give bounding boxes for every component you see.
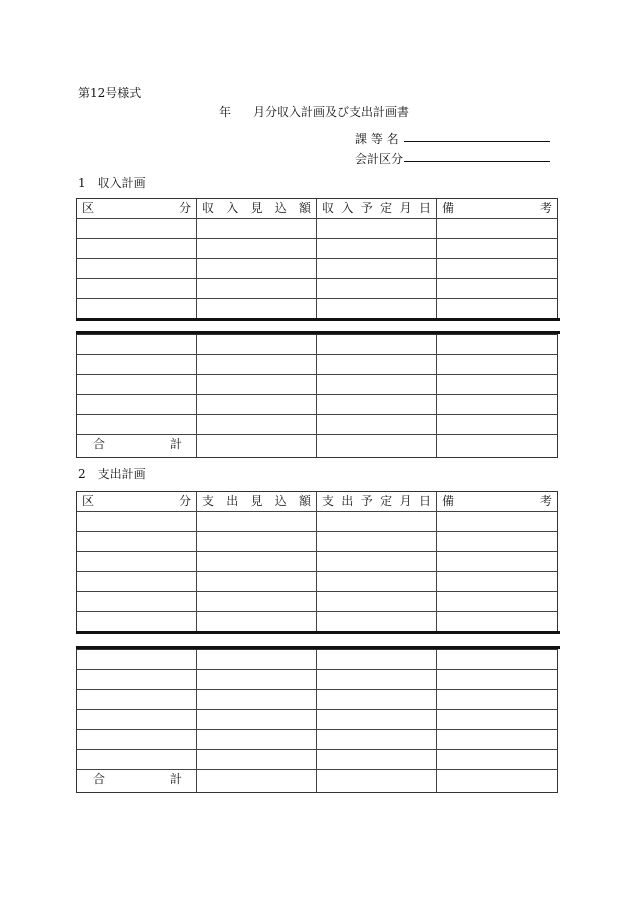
accounting-input-line[interactable]	[404, 161, 550, 162]
table-row	[77, 690, 557, 710]
title-text: 月分収入計画及び支出計画書	[253, 105, 410, 119]
expense-table-upper	[76, 491, 558, 633]
document-title	[219, 105, 409, 119]
form-number: 第12号様式	[78, 86, 142, 100]
table-row	[77, 670, 557, 690]
table-row	[77, 592, 557, 612]
department-field	[355, 128, 405, 144]
table-row	[77, 572, 557, 592]
accounting-label: 会計区分	[355, 152, 404, 166]
table-row	[77, 259, 557, 279]
income-section-title: 1 収入計画	[78, 176, 146, 190]
expense-header-remarks: 備 考	[442, 494, 552, 508]
table-row	[77, 512, 557, 532]
income-header-remarks: 備 考	[442, 201, 552, 215]
income-total-label: 合 計	[77, 435, 197, 457]
table-row	[77, 239, 557, 259]
table-row	[77, 650, 557, 670]
expense-total-label: 合 計	[77, 770, 197, 792]
table-row	[77, 730, 557, 750]
income-header-amount: 収 入 見 込 額	[197, 199, 317, 218]
income-header-date: 収 入 予 定 月 日	[317, 199, 437, 218]
income-header-category: 区 分	[77, 199, 197, 218]
table-break-line	[76, 631, 560, 634]
table-row	[77, 395, 557, 415]
table-row	[77, 335, 557, 355]
expense-header-date: 支 出 予 定 月 日	[317, 492, 437, 511]
income-table-lower	[76, 334, 558, 458]
table-row	[77, 279, 557, 299]
table-row	[77, 612, 557, 632]
table-break-line	[76, 318, 560, 321]
income-total-row	[77, 435, 557, 457]
table-row	[77, 299, 557, 319]
expense-header-category: 区 分	[77, 492, 197, 511]
table-row	[77, 532, 557, 552]
expense-total-row	[77, 770, 557, 792]
table-row	[77, 415, 557, 435]
department-input-line[interactable]	[404, 141, 550, 142]
table-row	[77, 375, 557, 395]
department-label: 課 等 名	[355, 132, 399, 146]
table-row	[77, 710, 557, 730]
table-row	[77, 552, 557, 572]
accounting-field	[355, 148, 405, 164]
expense-section-title: 2 支出計画	[78, 467, 146, 481]
table-row	[77, 355, 557, 375]
title-year: 年	[219, 105, 232, 119]
expense-header-row	[77, 492, 557, 512]
expense-table-lower	[76, 649, 558, 793]
table-row	[77, 219, 557, 239]
income-table-upper	[76, 198, 558, 320]
table-row	[77, 750, 557, 770]
income-header-row	[77, 199, 557, 219]
expense-header-amount: 支 出 見 込 額	[197, 492, 317, 511]
